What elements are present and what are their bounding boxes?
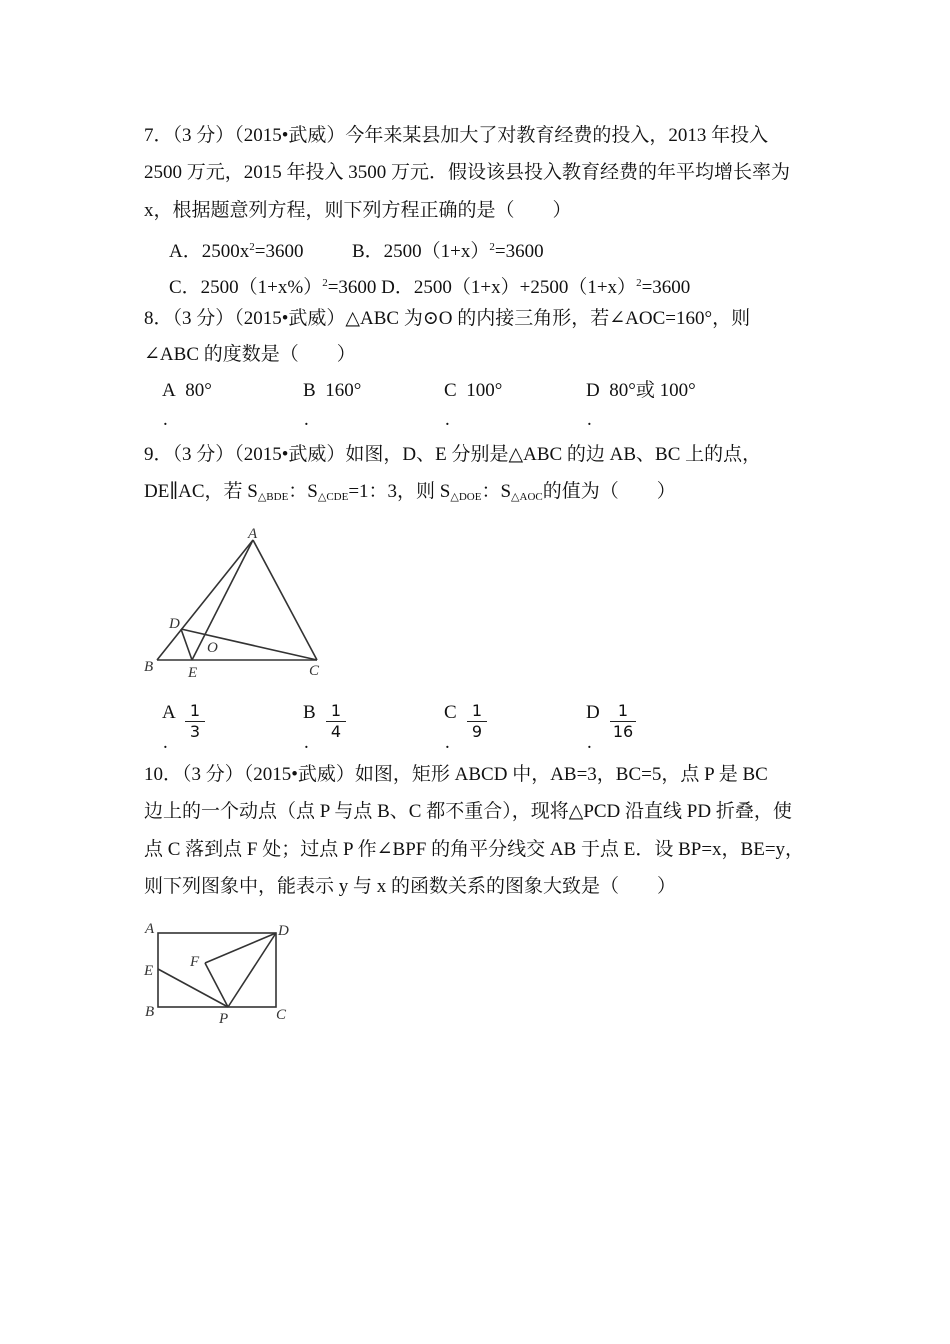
q10-label-d: D: [278, 923, 289, 939]
q10-segment-fd: [205, 933, 276, 963]
q9-label-c: C: [309, 663, 320, 679]
q9-dot-b: .: [304, 732, 309, 753]
q7-option-a: A．$2500x^2=3600$: [169, 241, 304, 262]
q9-option-c-fraction: 1 9: [467, 702, 487, 741]
q10-rectangle-abcd: [158, 933, 276, 1007]
q10-label-e: E: [144, 963, 154, 979]
q9-option-a-fraction: 1 3: [185, 702, 205, 741]
q10-label-f: F: [190, 954, 200, 970]
q10-line-3: 点 C 落到点 F 处；过点 P 作∠BPF 的角平分线交 AB 于点 E．设 BP=x，BE=y，: [144, 839, 805, 860]
q10-segment-fp: [205, 963, 228, 1007]
q8-dot-b: .: [304, 409, 309, 430]
q9-option-d-fraction: 1 16: [610, 702, 636, 741]
q7-option-b: B．$2500(1+x)^2=3600$: [352, 241, 544, 262]
q8-option-d: D 80°或 100°: [586, 380, 696, 401]
q9-dot-a: .: [163, 732, 168, 753]
q8-option-c: C 100°: [444, 380, 503, 401]
q9-segment-ab: [157, 540, 253, 660]
q9-label-d: D: [169, 616, 180, 632]
q8-option-a: A 80°: [162, 380, 212, 401]
q9-segment-de: [181, 629, 192, 660]
q7-line-3: x，根据题意列方程，则下列方程正确的是（ ）: [144, 200, 572, 221]
q7-option-c-d: C．$2500(1+x\%)^2=3600$ D．$2500(1+x)+2500(1+x)^2=3600$: [169, 277, 691, 298]
q7-line-1: 7．（3 分）（2015•武威）今年来某县加大了对教育经费的投入，2013 年投入: [144, 125, 769, 146]
q9-option-c-letter: C: [444, 702, 457, 723]
q10-line-1: 10．（3 分）（2015•武威）如图，矩形 ABCD 中，AB=3，BC=5，点 P 是 BC: [144, 764, 768, 785]
q9-dot-d: .: [587, 732, 592, 753]
q9-segment-ae: [192, 540, 253, 660]
q8-dot-d: .: [587, 409, 592, 430]
q8-line-2: ∠ABC 的度数是（ ）: [144, 344, 356, 365]
q8-line-1: 8．（3 分）（2015•武威）△ABC 为⊙O 的内接三角形，若∠AOC=160°，则: [144, 308, 751, 329]
q10-line-2: 边上的一个动点（点 P 与点 B、C 都不重合），现将△PCD 沿直线 PD 折叠，使: [144, 801, 792, 822]
q9-dot-c: .: [445, 732, 450, 753]
q10-label-a: A: [145, 921, 155, 937]
q9-option-d-letter: D: [586, 702, 600, 723]
q10-line-4: 则下列图象中，能表示 y 与 x 的函数关系的图象大致是（ ）: [144, 876, 677, 897]
q9-label-o: O: [207, 640, 218, 656]
q9-option-b-fraction: 1 4: [326, 702, 346, 741]
q9-segment-dc: [181, 629, 317, 660]
q10-segment-ep: [158, 969, 228, 1007]
q10-label-p: P: [219, 1011, 229, 1027]
q8-dot-c: .: [445, 409, 450, 430]
q10-segment-pd: [228, 933, 276, 1007]
q10-label-b: B: [145, 1004, 155, 1020]
q8-dot-a: .: [163, 409, 168, 430]
q9-label-e: E: [188, 665, 198, 681]
q9-label-a: A: [248, 526, 258, 542]
q9-label-b: B: [144, 659, 154, 675]
q7-line-2: 2500 万元，2015 年投入 3500 万元．假设该县投入教育经费的年平均增长率为: [144, 162, 791, 183]
q9-line-1: 9．（3 分）（2015•武威）如图，D、E 分别是△ABC 的边 AB、BC 上的点，: [144, 444, 762, 465]
q9-segment-ac: [253, 540, 317, 660]
q9-option-a-letter: A: [162, 702, 176, 723]
q9-line-2: DE∥AC，若 $S_{\triangle BDE}$：$S_{\triangle CDE}=1$：3，则 $S_{\triangle DOE}$：$S_{\triangle AOC}$的值为（ ）: [144, 481, 676, 503]
q10-label-c: C: [276, 1007, 287, 1023]
q8-option-b: B 160°: [303, 380, 362, 401]
q9-option-b-letter: B: [303, 702, 316, 723]
